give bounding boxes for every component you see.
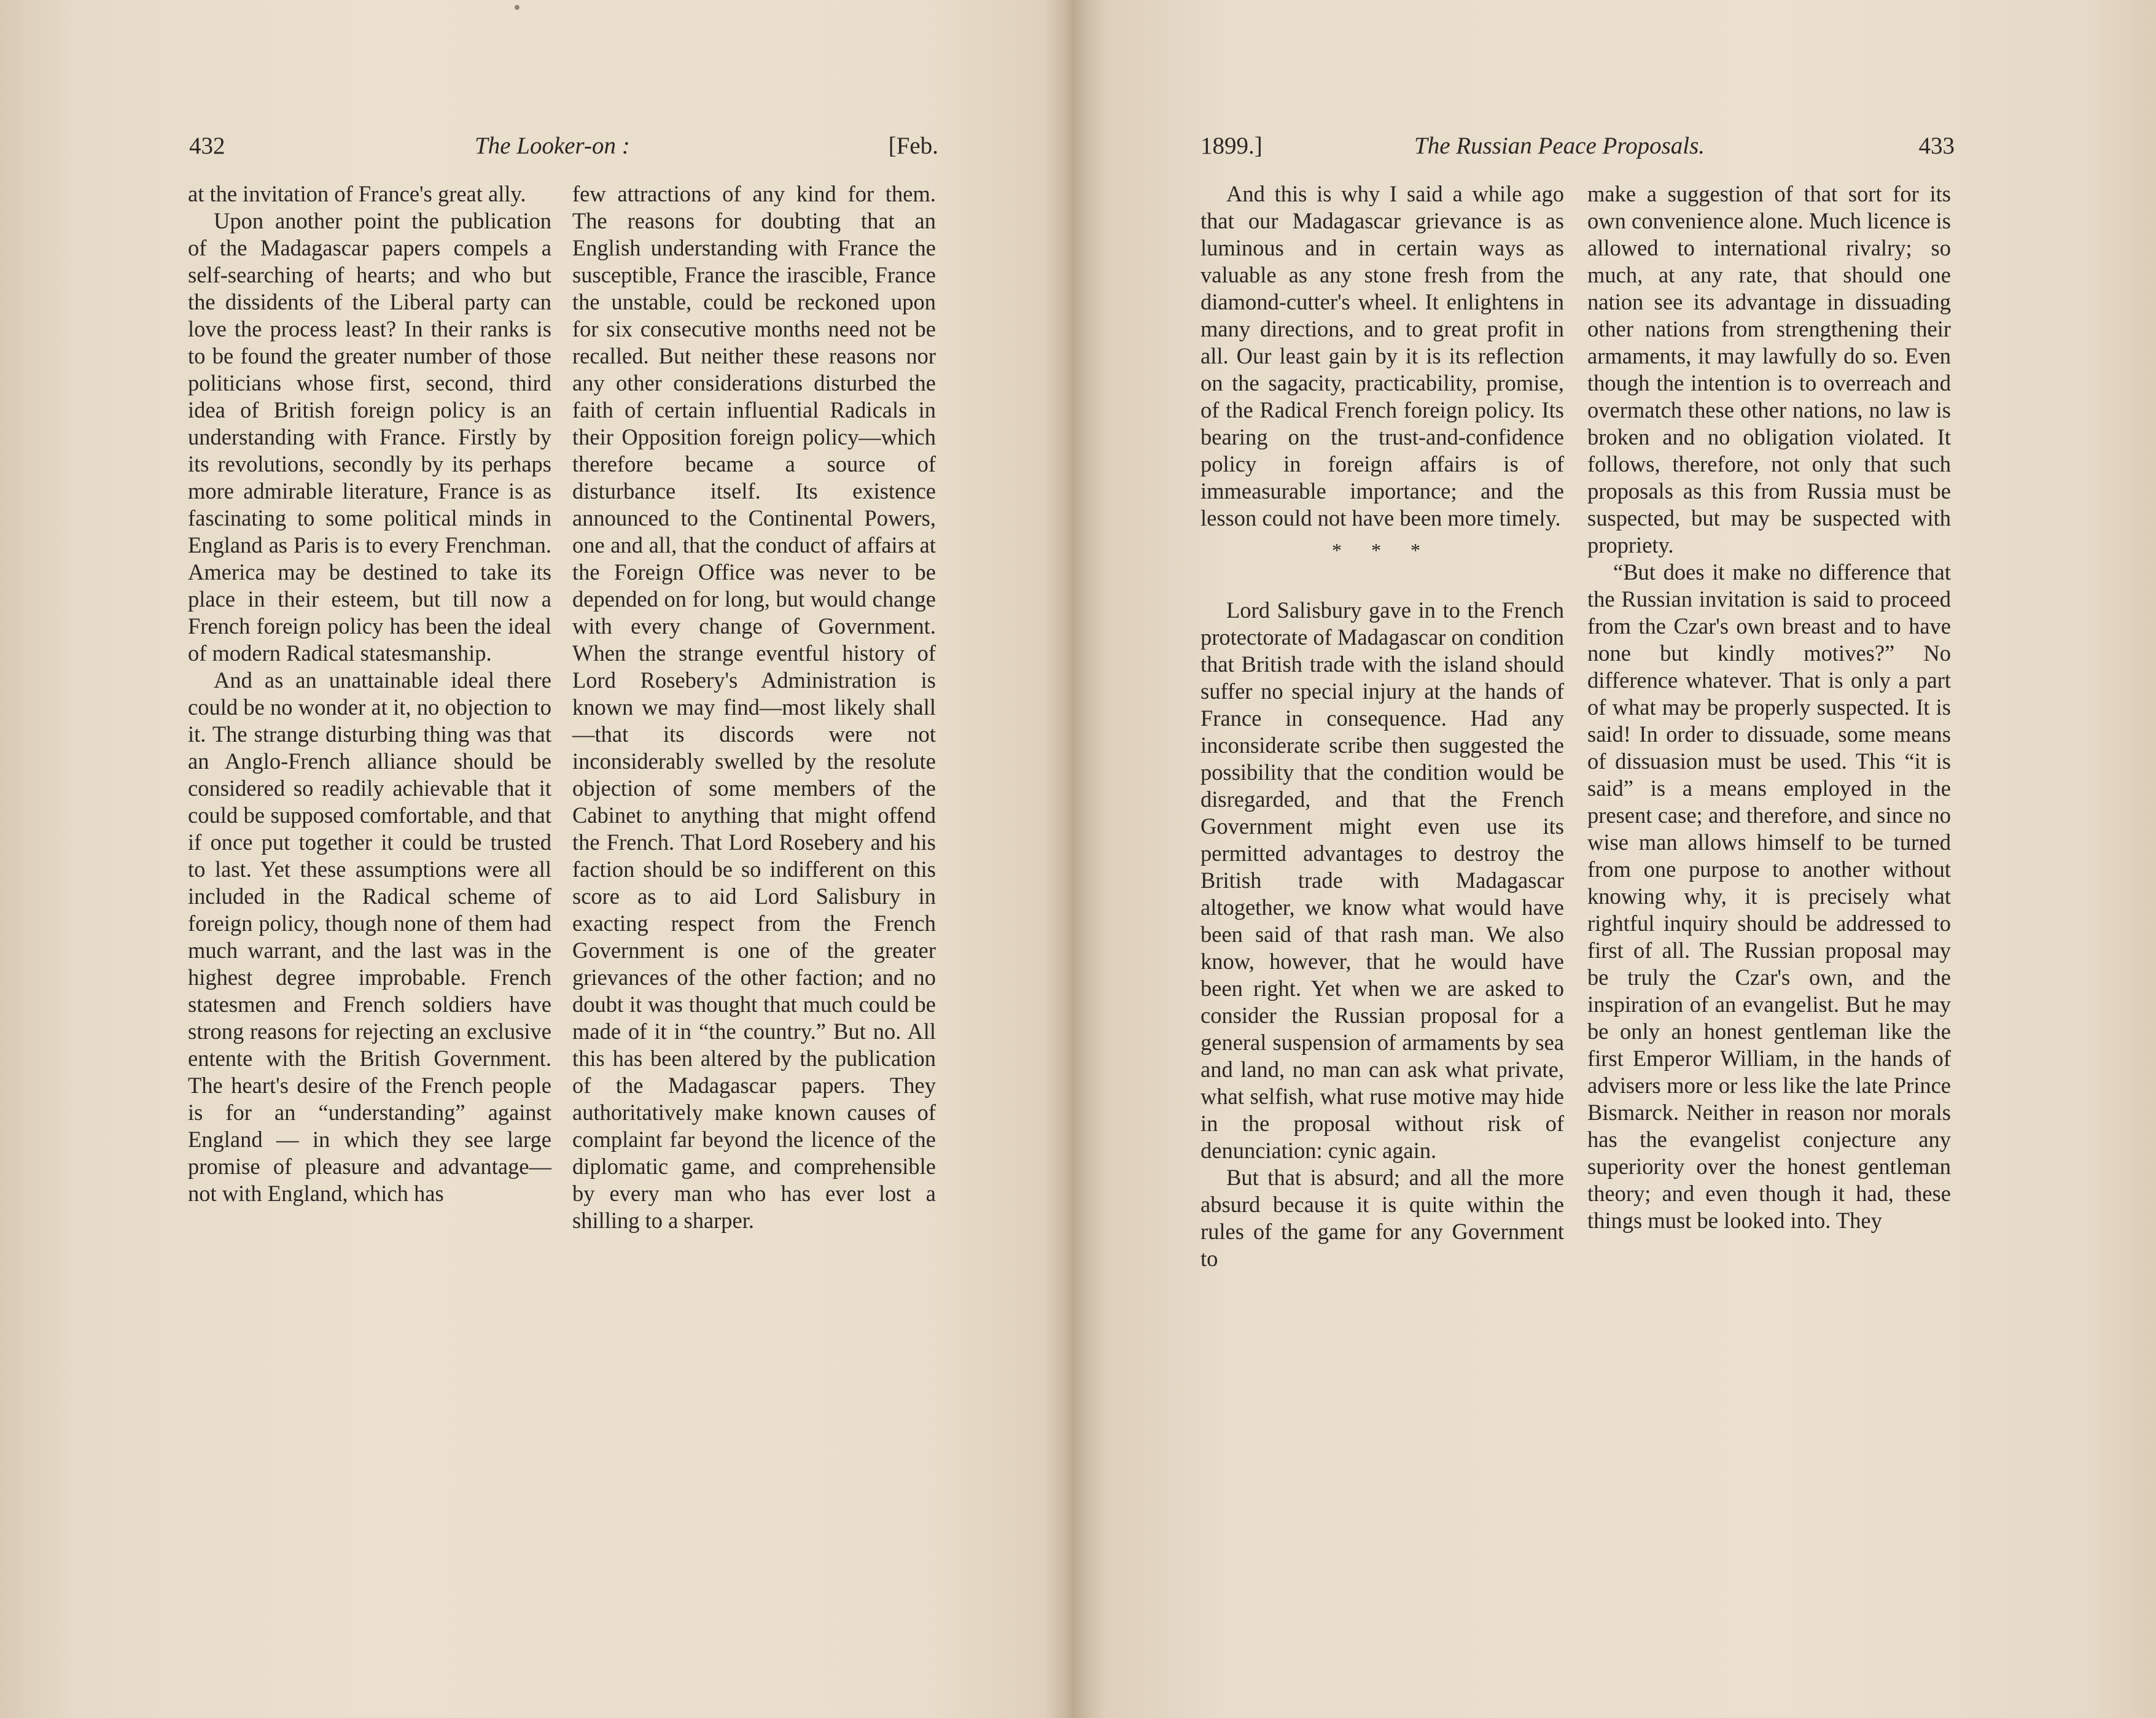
left-column-2 — [572, 181, 936, 1234]
right-running-title: The Russian Peace Proposals. — [1414, 133, 1705, 159]
section-break: * * * — [1332, 539, 1433, 561]
ink-speck — [515, 5, 520, 10]
paragraph: And this is why I said a while ago that our Madagascar grievance is as luminous and in certain ways as valuable as any stone fresh from the diamond-cutter's wheel. It enlightens in many directions, and to great profit in all. Our least gain by it is its reflection on the sagacity, practicability, promise, of the Radical French foreign policy. Its bearing on the trust-and-confidence policy in foreign affairs is of immeasurable importance; and the lesson could not have been more timely. — [1201, 181, 1564, 531]
right-page-number: 433 — [1918, 133, 1955, 159]
left-header-month: [Feb. — [888, 133, 938, 159]
right-page — [1075, 0, 2156, 1718]
right-column-2 — [1587, 181, 1951, 1234]
paragraph: “But does it make no difference that the Russian invitation is said to proceed from the Czar's own breast and to have none but kindly motives?” No difference whatever. That is only a part of what may be properly suspected. It is said! In order to dissuade, some means of dissuasion must be used. This “it is said” is a means employed in the present case; and therefore, and since no wise man allows himself to be turned from one purpose to another without knowing why, it is precisely what rightful inquiry should be addressed to first of all. The Russian proposal may be truly the Czar's own, and the inspiration of an evangelist. But he may be only an honest gentleman like the first Emperor William, in the hands of advisers more or less like the late Prince Bismarck. Neither in reason nor morals has the evangelist conjecture any superiority over the honest gentleman theory; and even though it had, these things must be looked into. They — [1587, 559, 1951, 1233]
left-page — [0, 0, 1072, 1718]
paragraph: make a suggestion of that sort for its own convenience alone. Much licence is allowed to international rivalry; so much, at any rate, that should one nation see its advantage in dissuading other nations from strengthening their armaments, it may lawfully do so. Even though the intention is to overreach and overmatch these other nations, no law is broken and no obligation violated. It follows, therefore, not only that such proposals as this from Russia must be suspected, but may be suspected with propriety. — [1587, 181, 1951, 558]
left-page-number: 432 — [189, 133, 225, 159]
paragraph: And as an unattainable ideal there could be no wonder at it, no objection to it. The strange disturbing thing was that an Anglo-French alliance should be considered so readily achievable that it could be supposed comfortable, and that if once put together it could be trusted to last. Yet these assumptions were all included in the Radical scheme of foreign policy, though none of them had much warrant, and the last was in the highest degree improbable. French statesmen and French soldiers have strong reasons for rejecting an exclusive entente with the British Government. The heart's desire of the French people is for an “understanding” against England — in which they see large promise of pleasure and advantage— not with England, which has — [188, 667, 551, 1206]
paragraph: few attractions of any kind for them. The reasons for doubting that an English understanding with France the susceptible, France the irascible, France the unstable, could be reckoned upon for six consecutive months need not be recalled. But neither these reasons nor any other considerations disturbed the faith of certain influential Radicals in their Opposition foreign policy—which therefore became a source of disturbance itself. Its existence announced to the Continental Powers, one and all, that the conduct of affairs at the Foreign Office was never to be depended on for long, but would change with every change of Government. When the strange eventful history of Lord Rosebery's Administration is known we may find—most likely shall—that its discords were not inconsiderably swelled by the resolute objection of some members of the Cabinet to anything that might offend the French. That Lord Rosebery and his faction should be so indifferent on this score as to aid Lord Salisbury in exacting respect from the French Government is one of the greater grievances of the other faction; and no doubt it was thought that much could be made of it in “the country.” But no. All this has been altered by the publication of the Madagascar papers. They authoritatively make known causes of complaint far beyond the licence of the diplomatic game, and comprehensible by every man who has ever lost a shilling to a sharper. — [572, 181, 936, 1233]
paragraph: But that is absurd; and all the more absurd because it is quite within the rules of the game for any Government to — [1201, 1165, 1564, 1271]
right-header-year: 1899.] — [1201, 133, 1263, 159]
paragraph: at the invitation of France's great ally. — [188, 181, 526, 206]
paragraph: Upon another point the publication of the Madagascar papers compels a self-searching of hearts; and who but the dissidents of the Liberal party can love the process least? In their ranks is to be found the greater number of those politicians whose first, second, third idea of British foreign policy is an understanding with France. Firstly by its revolutions, secondly by its perhaps more admirable literature, France is as fascinating to some political minds in England as Paris is to every Frenchman. America may be destined to take its place in their esteem, but till now a French foreign policy has been the ideal of modern Radical statesmanship. — [188, 208, 551, 666]
right-running-header — [1201, 128, 1955, 165]
right-column-1 — [1201, 181, 1564, 1272]
left-running-header — [189, 128, 938, 165]
left-running-title: The Looker-on : — [475, 133, 630, 159]
left-column-1 — [188, 181, 551, 1207]
paragraph: Lord Salisbury gave in to the French protectorate of Madagascar on condition that British trade with the island should suffer no special injury at the hands of France in consequence. Had any inconsiderate scribe then suggested the possibility that the condition would be disregarded, and that the French Government might even use its permitted advantages to destroy the British trade with Madagascar altogether, we know what would have been said of that rash man. We also know, however, that he would have been right. Yet when we are asked to consider the Russian proposal for a general suspension of armaments by sea and land, no man can ask what private, what selfish, what ruse motive may hide in the proposal without risk of denunciation: cynic again. — [1201, 597, 1564, 1163]
